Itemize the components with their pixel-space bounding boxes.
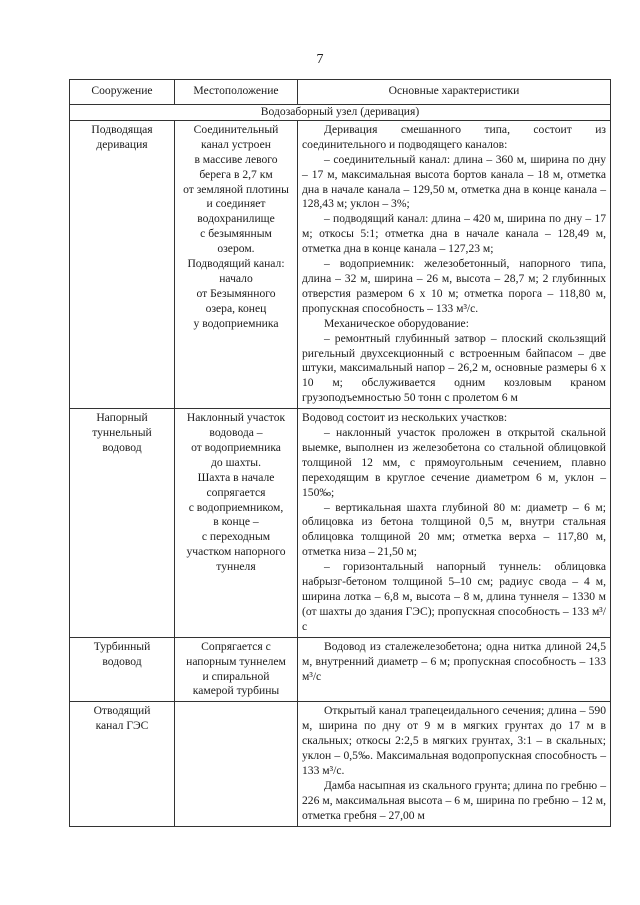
characteristics-paragraph: – вертикальная шахта глубиной 80 м: диаметр – 6 м; облицовка из бетона толщиной 0,5 м, внутри стальная облицовка толщиной 20 мм; отметка верха – 117,80 м, отметка низа – 21,50 м;: [302, 500, 606, 559]
structure-name-cell: [70, 120, 175, 408]
location-line: у водоприемника: [193, 316, 279, 330]
structure-name-cell: [70, 637, 175, 702]
location-cell: [175, 120, 298, 408]
table-row: [70, 637, 611, 702]
location-line: с безымянным: [200, 227, 272, 241]
structure-name-line: водовод: [102, 440, 142, 454]
structure-name-line: Подводящая: [91, 122, 153, 136]
structure-name-line: водовод: [102, 654, 142, 668]
characteristics-cell: [298, 409, 611, 638]
location-line: Подводящий канал:: [187, 257, 285, 271]
header-structure: Сооружение: [70, 80, 175, 105]
location-line: камерой турбины: [192, 684, 280, 698]
characteristics-paragraph: Открытый канал трапецеидального сечения; длина – 590 м, ширина по дну от 9 м в мягких грунтах до 17 м в скальных; откосы 2:2,5 в мягких грунтах, 3:1 – в скальных; уклон – 0,5‰. Максимальная водопропускная способность – 133 м³/с.: [302, 704, 606, 777]
location-line: Наклонный участок: [186, 411, 286, 425]
table-body: [70, 120, 611, 826]
location-line: от земляной плотины: [183, 182, 289, 196]
location-cell: [175, 702, 298, 826]
location-line: Соединительный: [193, 122, 279, 136]
header-characteristics: Основные характеристики: [298, 80, 611, 105]
location-line: в конце –: [213, 515, 259, 529]
location-line: туннеля: [216, 560, 256, 574]
table-row: [70, 409, 611, 638]
characteristics-paragraph: Дамба насыпная из скального грунта; длина по гребню – 226 м, максимальная высота – 6 м, ширина по гребню – 12 м, отметка гребня – 27,00 м: [302, 778, 606, 822]
location-line: и соединяет: [206, 197, 266, 211]
structure-name-line: Турбинный: [93, 639, 151, 653]
location-line: водовода –: [209, 426, 263, 440]
location-line: с водоприемником,: [188, 500, 284, 514]
location-line: канал устроен: [201, 137, 271, 151]
location-line: и спиральной: [202, 669, 270, 683]
location-line: водохранилище: [197, 212, 275, 226]
location-line: Сопрягается с: [201, 639, 271, 653]
location-cell: [175, 409, 298, 638]
characteristics-paragraph: – горизонтальный напорный туннель: облицовка набрызг-бетоном толщиной 5–10 см; радиус свода – 4 м, ширина лотка – 6,8 м, высота – 8 м, длина туннеля – 1330 м (от шахты до здания ГЭС); пропускная способность – 133 м³/с: [302, 560, 606, 633]
location-line: Шахта в начале: [197, 470, 275, 484]
characteristics-cell: [298, 702, 611, 826]
structure-name-line: деривация: [96, 137, 148, 151]
location-line: от водоприемника: [191, 440, 281, 454]
structure-name-line: Напорный: [96, 411, 148, 425]
location-line: до шахты.: [211, 455, 261, 469]
location-line: озера, конец: [205, 301, 267, 315]
location-line: берега в 2,7 км: [199, 167, 273, 181]
characteristics-cell: [298, 120, 611, 408]
header-row: [70, 80, 611, 105]
characteristics-table: [69, 79, 611, 827]
location-line: напорным туннелем: [186, 654, 286, 668]
location-line: сопрягается: [206, 485, 266, 499]
characteristics-paragraph: Водовод состоит из нескольких участков:: [302, 411, 508, 425]
table-row: [70, 120, 611, 408]
characteristics-paragraph: Водовод из сталежелезобетона; одна нитка длиной 24,5 м, внутренний диаметр – 6 м; пропускная способность – 133 м³/с: [302, 639, 606, 683]
page-number: 7: [316, 52, 324, 67]
header-location: Местоположение: [175, 80, 298, 105]
section-row: [70, 105, 611, 121]
characteristics-paragraph: Механическое оборудование:: [324, 316, 469, 330]
location-line: от Безымянного: [196, 286, 276, 300]
section-title: Водозаборный узел (деривация): [70, 105, 611, 121]
characteristics-cell: [298, 637, 611, 702]
characteristics-paragraph: – соединительный канал: длина – 360 м, ширина по дну – 17 м, максимальная высота бортов канала – 18 м, отметка дна в начале канала – 129,50 м, отметка дна в конце канала – 128,43 м; уклон – 3%;: [302, 152, 606, 211]
location-line: начало: [219, 271, 253, 285]
structure-name-cell: [70, 702, 175, 826]
characteristics-paragraph: – подводящий канал: длина – 420 м, ширина по дну – 17 м; откосы 5:1; отметка дна в начале канала – 128,49 м, отметка дна в конце канала – 127,23 м;: [302, 212, 606, 256]
characteristics-paragraph: – ремонтный глубинный затвор – плоский скользящий ригельный двухсекционный с встроенным байпасом – две штуки, максимальный напор – 26,2 м, основные размеры 6 х 10 м; обслуживается одним козловым краном грузоподъемностью 50 тонн с пролетом 6 м: [302, 331, 606, 405]
characteristics-paragraph: Деривация смешанного типа, состоит из соединительного и подводящего каналов:: [302, 122, 606, 151]
location-line: озером.: [217, 242, 255, 256]
structure-name-line: туннельный: [92, 426, 152, 440]
characteristics-paragraph: – водоприемник: железобетонный, напорного типа, длина – 32 м, ширина – 26 м, высота – 28,7 м; 2 глубинных отверстия размером 6 х 10 м; отметка порога – 118,80 м, пропускная способность – 133 м³/с.: [302, 257, 606, 315]
structure-name-cell: [70, 409, 175, 638]
location-line: с переходным: [201, 530, 271, 544]
characteristics-paragraph: – наклонный участок проложен в открытой скальной выемке, выполнен из железобетона со стальной облицовкой толщиной 12 мм, с прямоугольным сечением, плавно переходящим в круглое сечение диаметром 6 м, уклон – 150‰;: [302, 426, 606, 499]
structure-name-line: Отводящий: [93, 704, 151, 718]
location-line: в массиве левого: [194, 152, 278, 166]
location-cell: [175, 637, 298, 702]
location-line: участком напорного: [186, 545, 286, 559]
table-row: [70, 702, 611, 826]
structure-name-line: канал ГЭС: [95, 719, 149, 733]
